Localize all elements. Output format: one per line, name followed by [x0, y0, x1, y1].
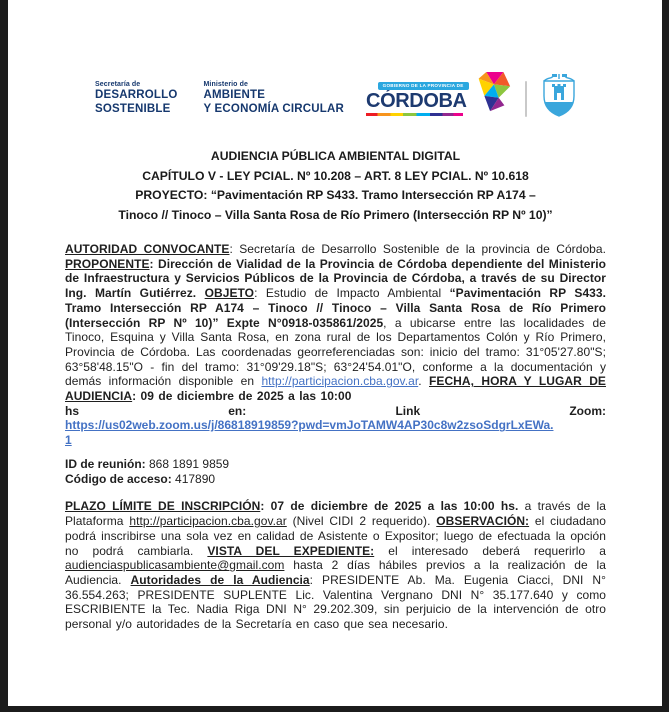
secretaria-logo-line2: DESARROLLO	[95, 89, 178, 101]
label-fecha-hora-lugar: FECHA, HORA Y LUGAR DE AUDIENCIA	[65, 374, 606, 404]
paragraph-convocatoria	[65, 242, 606, 404]
ministerio-logo-line3: Y ECONOMÍA CIRCULAR	[203, 102, 345, 115]
zoom-link-intro-line	[65, 404, 606, 419]
token-en: en:	[228, 403, 247, 418]
title-line-3: PROYECTO: “Pavimentación RP S433. Tramo Intersección RP A174 –	[135, 188, 536, 202]
participacion-link[interactable]: http://participacion.cba.gov.ar	[261, 374, 419, 389]
meeting-id-value: 868 1891 9859	[145, 456, 230, 471]
document-content	[65, 0, 606, 692]
header-logos	[95, 72, 606, 125]
email-link[interactable]: audienciaspublicasambiente@gmail.com	[65, 558, 285, 573]
meeting-code-row	[65, 472, 606, 487]
text-colon: :	[149, 256, 158, 271]
text-proponente: Dirección de Vialidad de la Provincia de Córdoba dependiente del Ministerio de Infraestructura y Servicios Públicos de la Provincia de Córdoba, a través de su Director Ing. Martín Gutiérrez.	[65, 256, 606, 301]
label-autoridades: Autoridades de la Audiencia	[130, 572, 310, 587]
text-plataforma-intro: a través de la Plataforma	[65, 499, 606, 529]
label-plazo-inscripcion: PLAZO LÍMITE DE INSCRIPCIÓN	[65, 499, 261, 514]
participacion-link-2[interactable]: http://participacion.cba.gov.ar	[129, 514, 287, 529]
text-plazo-fecha: 07 de diciembre de 2025 a las 10:00 hs.	[270, 499, 519, 514]
cordoba-wordmark	[366, 81, 467, 116]
meeting-id-label: ID de reunión:	[65, 456, 146, 471]
text-vista-intro: el interesado deberá requerirlo a	[374, 543, 606, 558]
ministerio-logo-line1: Ministerio de	[203, 81, 248, 88]
zoom-meeting-url[interactable]	[65, 418, 606, 447]
zoom-url-line2[interactable]: 1	[65, 433, 72, 448]
title-line-1: AUDIENCIA PÚBLICA AMBIENTAL DIGITAL	[210, 149, 461, 163]
cordoba-name: CÓRDOBA	[366, 90, 467, 113]
text-observacion: el ciudadano podrá inscribirse una sola vez en calidad de Asistente o Expositor; luego de efectuada la opción no podrá cambiarla.	[65, 514, 606, 558]
meeting-id-row	[65, 457, 606, 472]
text-autoridades: : PRESIDENTE Ab. Ma. Eugenia Ciacci, DNI N° 36.554.263; PRESIDENTE SUPLENTE Lic. Valentina Vergnano DNI N° 35.177.640 y como ESCRIBIENTE la Tec. Nadia Riga DNI N° 29.202.309, sin perjuicio de la intervención de otro personal y/o autoridades de la Secretaría en caso que sea necesario.	[65, 572, 606, 632]
label-autoridad-convocante: AUTORIDAD CONVOCANTE	[65, 242, 230, 256]
bottom-margin	[65, 632, 606, 692]
secretaria-logo-line1: Secretaría de	[95, 81, 141, 88]
label-observacion: OBSERVACIÓN:	[436, 514, 530, 529]
meeting-info	[65, 457, 606, 487]
text-objeto-intro: : Estudio de Impacto Ambiental	[254, 286, 450, 301]
ministerio-logo-line2: AMBIENTE	[203, 89, 266, 101]
token-hs: hs	[65, 403, 80, 418]
text-nivel-cidi: (Nivel CIDI 2 requerido).	[286, 514, 437, 529]
page-edge-left	[0, 0, 8, 712]
logo-separator	[525, 81, 528, 117]
text-plazo-vista: hasta 2 días hábiles previos a la realización de la Audiencia.	[65, 558, 606, 587]
cordoba-government-logo	[366, 72, 579, 125]
token-link: Link	[395, 403, 421, 418]
title-line-2: CAPÍTULO V - LEY PCIAL. Nº 10.208 – ART. 8 LEY PCIAL. Nº 10.618	[142, 168, 529, 183]
text-colon-2: :	[260, 499, 271, 514]
text-fecha-audiencia: : 09 de diciembre de 2025 a las 10:00	[132, 389, 352, 404]
paragraph-inscripcion	[65, 499, 606, 631]
gobierno-provincia-tag: GOBIERNO DE LA PROVINCIA DE	[378, 82, 469, 90]
text-ubicacion-coordenadas: , a ubicarse entre las localidades de Tinoco, Esquina y Villa Santa Rosa, en zona rural de los Departamentos Colón y Río Primero, Provincia de Córdoba. Las coordenadas georreferenciadas son: inicio del tramo: 31°05'27.80"S; 63°58'48.15"O - fin del tramo: 31°09'29.18"S; 63°24'54.01"O, conforme a la documentación y demás información disponible en	[65, 315, 606, 389]
text-dot: .	[418, 374, 430, 389]
cordoba-province-map-icon	[471, 70, 513, 121]
text-autoridad: : Secretaría de Desarrollo Sostenible de la provincia de Córdoba.	[229, 242, 606, 256]
document-title	[65, 147, 606, 225]
title-line-4: Tinoco // Tinoco – Villa Santa Rosa de Río Primero (Intersección RP Nº 10)”	[118, 207, 553, 222]
rainbow-bar	[366, 113, 463, 116]
token-zoom: Zoom:	[569, 403, 606, 418]
meeting-code-value: 417890	[171, 471, 216, 486]
meeting-code-label: Código de acceso:	[65, 471, 172, 486]
label-vista-expediente: VISTA DEL EXPEDIENTE:	[207, 543, 375, 558]
ministry-logo-lockup	[95, 81, 344, 116]
label-proponente: PROPONENTE	[65, 256, 150, 271]
ministerio-ambiente-logo	[204, 81, 345, 116]
label-objeto: OBJETO	[204, 286, 255, 301]
page-edge-bottom	[0, 706, 669, 712]
text-proyecto-nombre: “Pavimentación RP S433. Tramo Intersección RP A174 – Tinoco // Tinoco – Villa Santa Rosa de Río Primero (Intersección RP Nº 10)” Expte N°0918-035861/2025	[65, 286, 607, 330]
secretaria-desarrollo-sostenible-logo	[95, 81, 178, 116]
page-edge-right	[662, 0, 669, 712]
secretaria-logo-line3: SOSTENIBLE	[95, 102, 171, 115]
municipal-crest-icon	[539, 72, 579, 125]
zoom-url-line1[interactable]: https://us02web.zoom.us/j/86818919859?pwd=vmJoTAMW4AP30c8w2zsoSdgrLxEWa.	[65, 418, 554, 433]
